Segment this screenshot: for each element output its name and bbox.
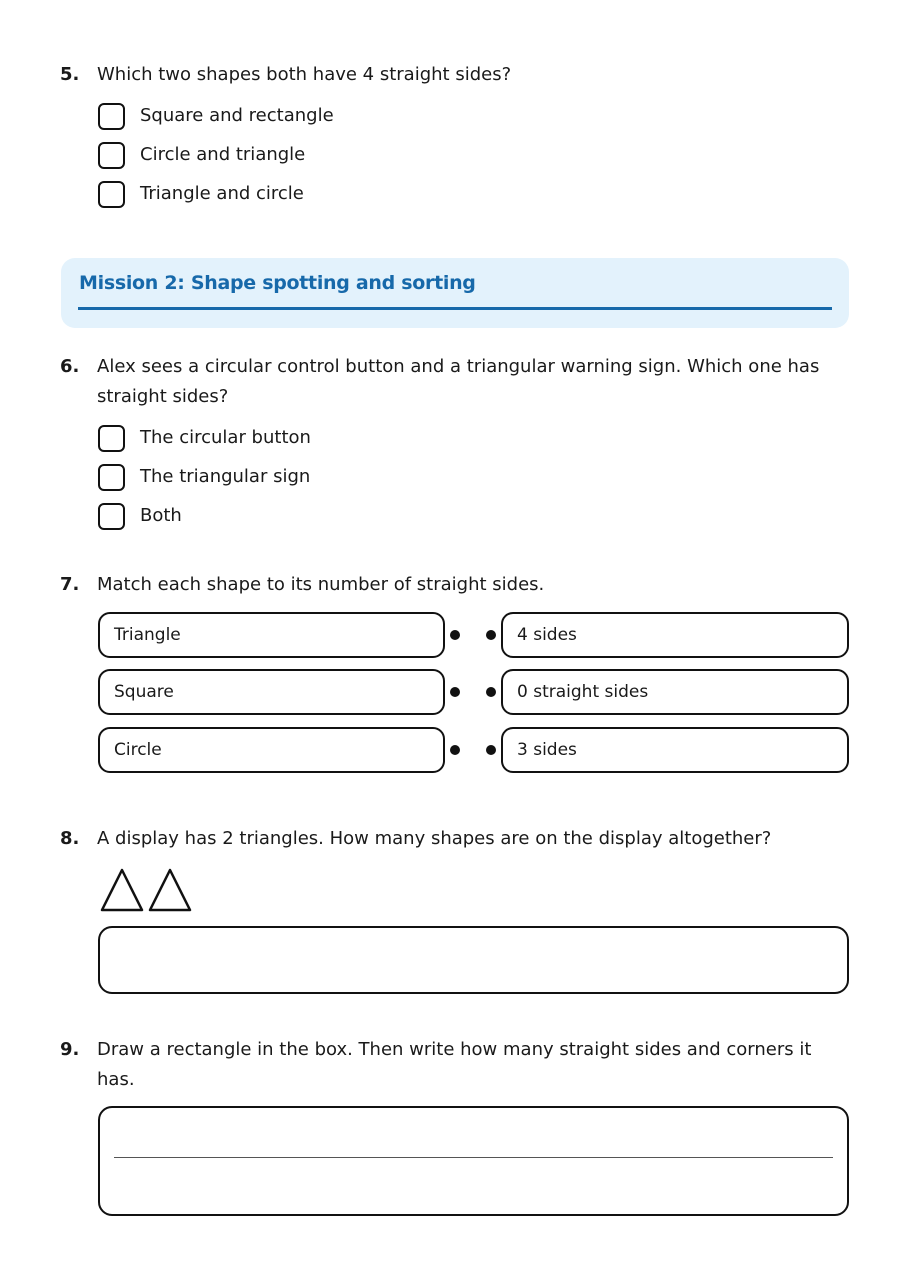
option-label: The circular button bbox=[140, 427, 311, 448]
triangle-icon bbox=[150, 870, 190, 910]
question-number: 5. bbox=[60, 64, 80, 85]
mission-title: Mission 2: Shape spotting and sorting bbox=[79, 272, 476, 294]
match-label: Circle bbox=[114, 740, 162, 760]
match-dot-right[interactable] bbox=[486, 687, 496, 697]
option-label: Square and rectangle bbox=[140, 105, 334, 126]
match-dot-right[interactable] bbox=[486, 745, 496, 755]
checkbox[interactable] bbox=[98, 142, 125, 169]
question-number: 7. bbox=[60, 574, 80, 595]
option-label: Triangle and circle bbox=[140, 183, 304, 204]
match-label: 0 straight sides bbox=[517, 682, 649, 702]
triangles-illustration bbox=[98, 866, 198, 914]
option-label: Circle and triangle bbox=[140, 144, 306, 165]
checkbox[interactable] bbox=[98, 181, 125, 208]
match-left-item[interactable] bbox=[98, 669, 445, 715]
match-dot-left[interactable] bbox=[450, 745, 460, 755]
question-number: 6. bbox=[60, 356, 80, 377]
option-label: Both bbox=[140, 505, 182, 526]
checkbox[interactable] bbox=[98, 103, 125, 130]
question-number: 9. bbox=[60, 1039, 80, 1060]
mission-header bbox=[61, 258, 849, 328]
question-text: Alex sees a circular control button and a triangular warning sign. Which one has straight sides? bbox=[97, 356, 820, 407]
match-right-item[interactable] bbox=[501, 669, 849, 715]
answer-box[interactable] bbox=[98, 926, 849, 994]
match-dot-right[interactable] bbox=[486, 630, 496, 640]
option-label: The triangular sign bbox=[140, 466, 311, 487]
mission-underline bbox=[78, 307, 832, 310]
question-number: 8. bbox=[60, 828, 80, 849]
match-left-item[interactable] bbox=[98, 727, 445, 773]
match-dot-left[interactable] bbox=[450, 687, 460, 697]
match-label: 4 sides bbox=[517, 625, 577, 645]
writing-line bbox=[114, 1157, 833, 1158]
match-dot-left[interactable] bbox=[450, 630, 460, 640]
match-label: Triangle bbox=[114, 625, 181, 645]
match-left-item[interactable] bbox=[98, 612, 445, 658]
match-right-item[interactable] bbox=[501, 727, 849, 773]
checkbox[interactable] bbox=[98, 425, 125, 452]
question-text: A display has 2 triangles. How many shapes are on the display altogether? bbox=[97, 828, 772, 849]
match-label: 3 sides bbox=[517, 740, 577, 760]
triangle-icon bbox=[102, 870, 142, 910]
match-label: Square bbox=[114, 682, 174, 702]
match-right-item[interactable] bbox=[501, 612, 849, 658]
drawing-box[interactable] bbox=[98, 1106, 849, 1216]
question-text: Match each shape to its number of straight sides. bbox=[97, 574, 545, 595]
question-text: Draw a rectangle in the box. Then write how many straight sides and corners it has. bbox=[97, 1039, 812, 1090]
checkbox[interactable] bbox=[98, 503, 125, 530]
question-text: Which two shapes both have 4 straight sides? bbox=[97, 64, 512, 85]
checkbox[interactable] bbox=[98, 464, 125, 491]
